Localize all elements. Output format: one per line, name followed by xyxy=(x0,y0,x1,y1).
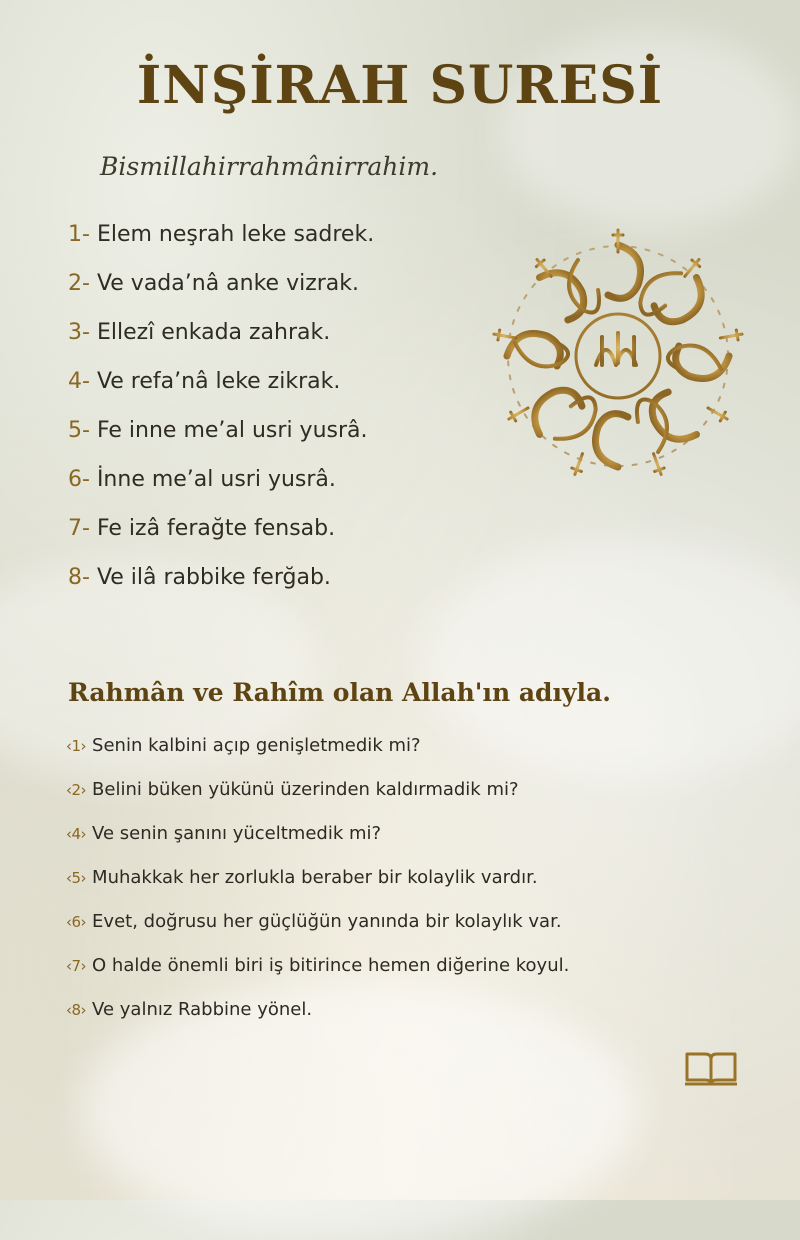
meal-text: O halde önemli biri iş bitirince hemen diğerine koyul. xyxy=(92,955,570,976)
meal-item xyxy=(66,823,569,867)
verse-list xyxy=(68,222,374,614)
meal-item xyxy=(66,867,569,911)
verse-number: 4- xyxy=(68,369,90,394)
meal-item xyxy=(66,779,569,823)
verse-item xyxy=(68,320,374,369)
verse-number: 5- xyxy=(68,418,90,443)
meal-text: Muhakkak her zorlukla beraber bir kolaylik vardır. xyxy=(92,867,538,888)
verse-text: İnne me’al usri yusrâ. xyxy=(96,467,336,492)
verse-text: Ve vada’nâ anke vizrak. xyxy=(96,271,360,296)
verse-text: Ve refa’nâ leke zikrak. xyxy=(96,369,341,394)
meal-number: ‹8› xyxy=(66,1001,87,1019)
verse-number: 6- xyxy=(68,467,90,492)
meal-number: ‹2› xyxy=(66,781,87,799)
calligraphy-seal-icon xyxy=(478,225,758,487)
meal-title: Rahmân ve Rahîm olan Allah'ın adıyla. xyxy=(68,678,611,707)
verse-text: Fe inne me’al usri yusrâ. xyxy=(96,418,368,443)
meal-text: Evet, doğrusu her güçlüğün yanında bir kolaylık var. xyxy=(92,911,562,932)
verse-text: Fe izâ ferağte fensab. xyxy=(96,516,336,541)
meal-number: ‹4› xyxy=(66,825,87,843)
page-title: İNŞİRAH SURESİ xyxy=(136,55,664,116)
verse-item xyxy=(68,369,374,418)
meal-item xyxy=(66,911,569,955)
verse-item xyxy=(68,222,374,271)
meal-item xyxy=(66,999,569,1043)
meal-text: Belini büken yükünü üzerinden kaldırmadik mi? xyxy=(92,779,519,800)
verse-number: 3- xyxy=(68,320,90,345)
verse-item xyxy=(68,271,374,320)
verse-item xyxy=(68,418,374,467)
meal-item xyxy=(66,955,569,999)
verse-number: 7- xyxy=(68,516,90,541)
verse-number: 1- xyxy=(68,222,90,247)
meal-list xyxy=(66,735,569,1043)
verse-item xyxy=(68,565,374,614)
bismillah-text: Bismillahirrahmânirrahim. xyxy=(100,152,439,181)
open-book-icon xyxy=(683,1048,739,1088)
meal-number: ‹1› xyxy=(66,737,87,755)
verse-number: 2- xyxy=(68,271,90,296)
meal-text: Ve yalnız Rabbine yönel. xyxy=(92,999,313,1020)
meal-text: Senin kalbini açıp genişletmedik mi? xyxy=(92,735,421,756)
verse-text: Ve ilâ rabbike ferğab. xyxy=(96,565,331,590)
verse-number: 8- xyxy=(68,565,90,590)
verse-text: Elem neşrah leke sadrek. xyxy=(96,222,375,247)
meal-text: Ve senin şanını yüceltmedik mi? xyxy=(92,823,382,844)
meal-number: ‹5› xyxy=(66,869,87,887)
meal-item xyxy=(66,735,569,779)
meal-number: ‹7› xyxy=(66,957,87,975)
verse-item xyxy=(68,516,374,565)
verse-text: Ellezî enkada zahrak. xyxy=(96,320,331,345)
verse-item xyxy=(68,467,374,516)
meal-number: ‹6› xyxy=(66,913,87,931)
